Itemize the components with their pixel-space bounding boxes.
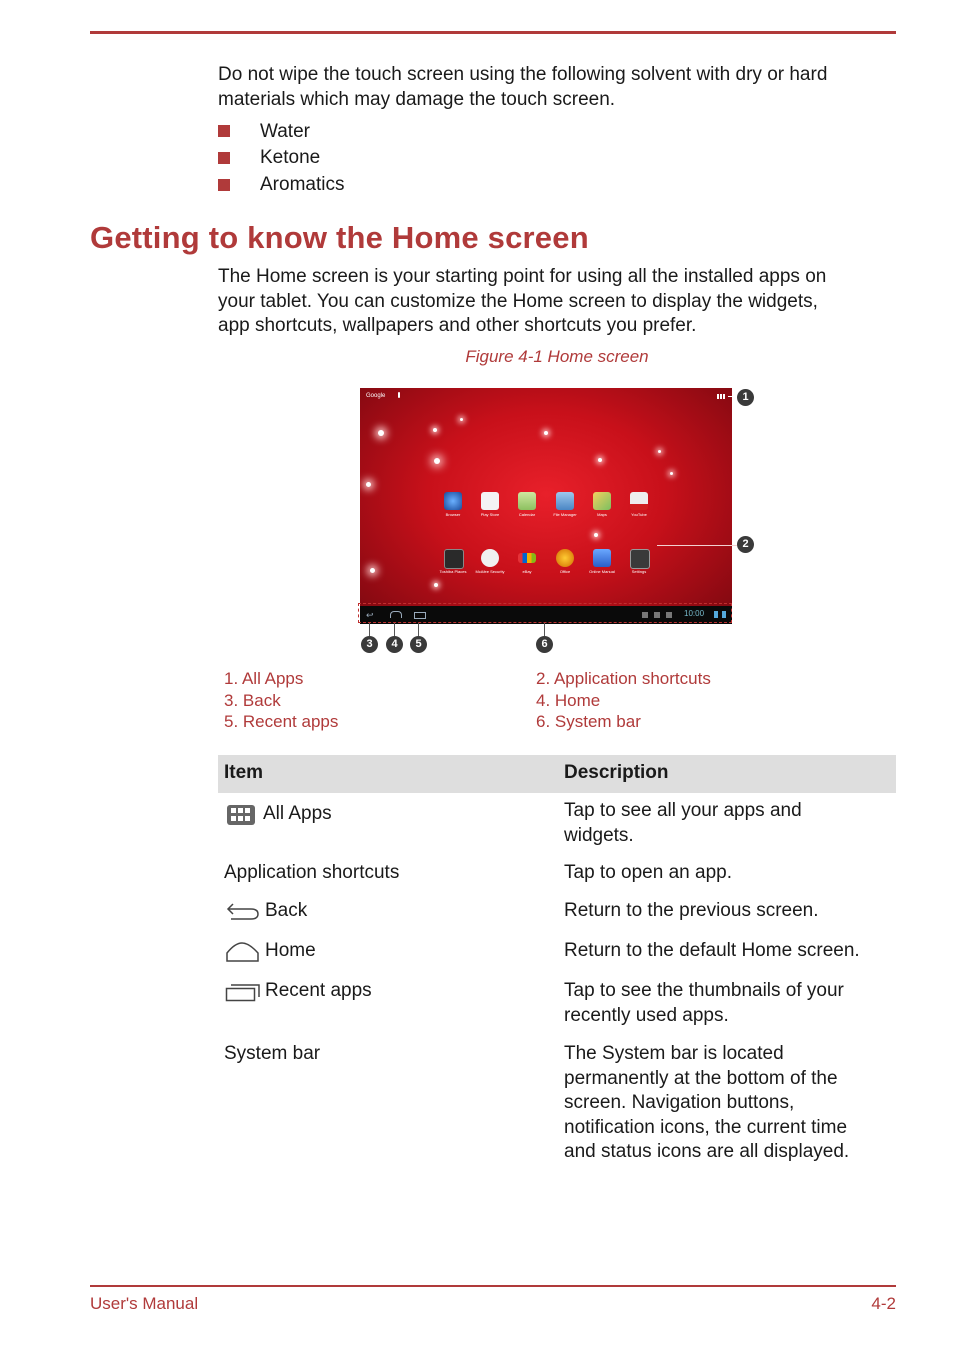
play-store-app-icon[interactable] xyxy=(481,492,499,510)
home-icon xyxy=(225,941,261,968)
sparkle xyxy=(544,431,548,435)
legend-item: 1. All Apps xyxy=(224,669,304,688)
bullet-item-aromatics: Aromatics xyxy=(260,174,345,195)
desc-line: permanently at the bottom of the xyxy=(564,1067,838,1089)
table-cell-item: All Apps xyxy=(263,803,332,824)
legend-item: 4. Home xyxy=(536,690,601,710)
sparkle xyxy=(433,428,437,432)
calendar-app-icon[interactable] xyxy=(518,492,536,510)
back-icon xyxy=(225,901,261,926)
app-label: McAfee Security xyxy=(475,569,505,574)
intro-line-2: materials which may damage the touch screen. xyxy=(218,88,616,110)
toshiba-places-app-icon[interactable] xyxy=(444,549,464,569)
section-paragraph xyxy=(218,265,898,339)
callout-line xyxy=(657,545,737,546)
app-label: Settings xyxy=(631,569,647,574)
sparkle xyxy=(366,482,371,487)
legend-item: 5. Recent apps xyxy=(224,712,339,731)
sparkle xyxy=(658,450,661,453)
browser-app-icon[interactable] xyxy=(444,492,462,510)
intro-paragraph xyxy=(218,63,898,112)
page-number: 4-2 xyxy=(871,1294,896,1313)
callout-badge-6: 6 xyxy=(536,636,553,653)
intro-line-1: Do not wipe the touch screen using the following solvent with dry or hard xyxy=(218,64,828,85)
all-apps-icon[interactable] xyxy=(717,394,726,399)
app-label: Play Store xyxy=(480,512,500,517)
system-clock: 10:00 xyxy=(684,609,705,618)
app-label: Calendar xyxy=(518,512,536,517)
table-cell-description: Tap to open an app. xyxy=(564,862,732,883)
para-line-3: app shortcuts, wallpapers and other shortcuts you prefer. xyxy=(218,315,697,336)
desc-line: The System bar is located xyxy=(564,1043,784,1064)
table-cell-item: Back xyxy=(265,900,308,921)
legend-right xyxy=(536,668,711,733)
table-header xyxy=(218,755,896,793)
table-cell-item: Application shortcuts xyxy=(224,862,400,883)
callout-badge-5: 5 xyxy=(410,636,427,653)
callout-badge-4: 4 xyxy=(386,636,403,653)
home-screen-figure xyxy=(360,388,732,624)
settings-app-icon[interactable] xyxy=(630,549,650,569)
app-label: eBay xyxy=(522,569,532,574)
callout-line xyxy=(544,623,545,636)
table-cell-description xyxy=(564,1042,849,1165)
sparkle xyxy=(434,458,440,464)
sparkle xyxy=(670,472,673,475)
app-label: Maps xyxy=(597,512,607,517)
ebay-app-icon[interactable] xyxy=(518,553,536,563)
sparkle xyxy=(594,533,598,537)
bullet-marker xyxy=(218,125,230,137)
table-cell-description xyxy=(564,979,844,1028)
column-header-item: Item xyxy=(224,762,264,783)
desc-line: widgets. xyxy=(564,824,634,846)
app-label: Toshiba Places xyxy=(439,569,467,574)
all-apps-icon xyxy=(227,805,255,825)
file-manager-app-icon[interactable] xyxy=(556,492,574,510)
back-icon[interactable]: ↩ xyxy=(366,610,374,620)
bullet-marker xyxy=(218,179,230,191)
table-cell-item: Home xyxy=(265,940,316,961)
legend-item: 6. System bar xyxy=(536,712,641,731)
app-label: Office xyxy=(559,569,571,574)
bullet-item-water: Water xyxy=(260,121,310,142)
table-cell-description xyxy=(564,799,802,848)
recent-apps-icon xyxy=(225,981,261,1008)
online-manual-app-icon[interactable] xyxy=(593,549,611,567)
sparkle xyxy=(434,583,438,587)
callout-line xyxy=(394,623,395,636)
desc-line: recently used apps. xyxy=(564,1004,729,1026)
top-rule xyxy=(90,31,896,34)
voice-search-icon[interactable] xyxy=(398,392,400,398)
desc-line: and status icons are all displayed. xyxy=(564,1141,850,1162)
callout-badge-2: 2 xyxy=(737,536,754,553)
section-heading: Getting to know the Home screen xyxy=(90,220,589,255)
desc-line: notification icons, the current time xyxy=(564,1116,848,1138)
app-label: YouTube xyxy=(631,512,647,517)
callout-line xyxy=(369,623,370,636)
table-cell-item: System bar xyxy=(224,1043,321,1064)
legend-left xyxy=(224,668,338,733)
callout-badge-3: 3 xyxy=(361,636,378,653)
sparkle xyxy=(598,458,602,462)
sparkle xyxy=(378,430,384,436)
para-line-1: The Home screen is your starting point for using all the installed apps on xyxy=(218,266,827,287)
google-search-label[interactable]: Google xyxy=(366,393,386,399)
table-cell-item: Recent apps xyxy=(265,980,372,1001)
bullet-marker xyxy=(218,152,230,164)
callout-line xyxy=(418,623,419,636)
footer-title: User's Manual xyxy=(90,1294,199,1313)
footer-rule xyxy=(90,1285,896,1287)
maps-app-icon[interactable] xyxy=(593,492,611,510)
table-cell-description: Return to the previous screen. xyxy=(564,900,819,921)
figure-caption: Figure 4-1 Home screen xyxy=(465,347,649,366)
sparkle xyxy=(460,418,463,421)
para-line-2: your tablet. You can customize the Home screen to display the widgets, xyxy=(218,290,818,312)
app-label: File Manager xyxy=(553,512,577,517)
desc-line: Tap to see all your apps and xyxy=(564,800,802,821)
table-cell-description: Return to the default Home screen. xyxy=(564,940,860,961)
sparkle xyxy=(370,568,375,573)
legend-item: 2. Application shortcuts xyxy=(536,669,711,688)
office-app-icon[interactable] xyxy=(556,549,574,567)
system-bar-highlight xyxy=(358,603,732,623)
desc-line: screen. Navigation buttons, xyxy=(564,1092,795,1113)
legend-item: 3. Back xyxy=(224,690,281,710)
youtube-app-icon[interactable] xyxy=(630,492,648,510)
app-label: Browser xyxy=(445,512,461,517)
bullet-item-ketone: Ketone xyxy=(260,147,321,168)
column-header-description: Description xyxy=(564,762,669,783)
app-label: Online Manual xyxy=(589,569,615,574)
callout-badge-1: 1 xyxy=(737,389,754,406)
desc-line: Tap to see the thumbnails of your xyxy=(564,980,844,1001)
mcafee-security-app-icon[interactable] xyxy=(481,549,499,567)
